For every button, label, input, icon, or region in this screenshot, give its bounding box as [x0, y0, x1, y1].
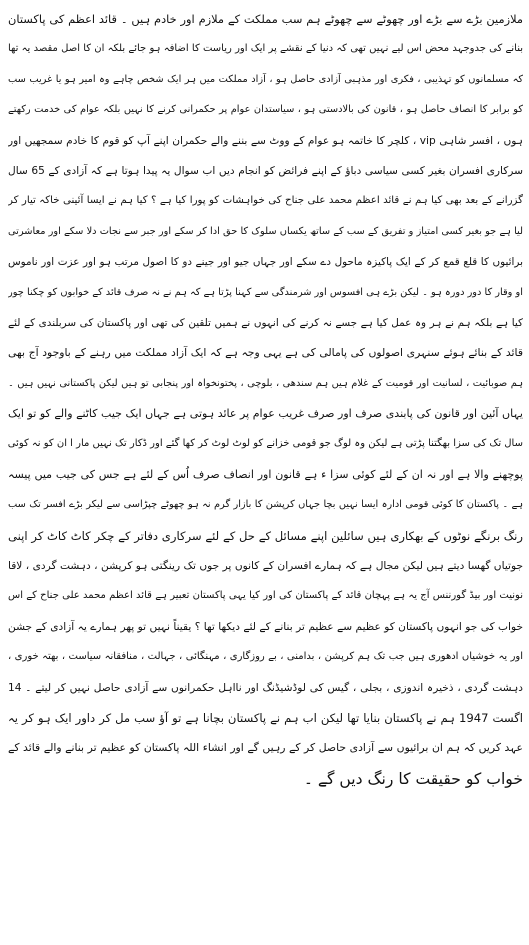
article-line: او وقار کا دور دورہ ہو ۔ لیکن بڑے ہی افسوس اور شرمندگی سے کہنا پڑتا ہے کہ ہم نے نہ صرف قائد کے خوابوں کو چکنا چور — [8, 286, 523, 298]
article-line: پوچھنے والا ہے اور نہ ان کے لئے کوئی سزا ء ہے قانون اور انصاف صرف اُس کے لئے ہے جس کی جیب میں پیسہ — [8, 467, 523, 481]
article-line: ملازمین بڑے سے بڑے اور چھوٹے سے چھوٹے ہم سب مملکت کے ملازم اور خادم ہیں ۔ قائد اعظم کی پاکستان — [8, 12, 523, 26]
article-line: قائد کے بنائے ہوئے سنہری اصولوں کی پامالی کی ہے یہی وجہ ہے کہ ایک آزاد مملکت میں رہنے کے باوجود آج بھی — [8, 346, 523, 360]
article-line: دہشت گردی ، ذخیرہ اندوزی ، بجلی ، گیس کی لوڈشیڈنگ اور نااہل حکمرانوں سے آزادی حاصل نہیں کر لیتے ۔ 14 — [8, 681, 523, 694]
article-line: کہ مسلمانوں کو تہذیبی ، فکری اور مذہبی آزادی حاصل ہو ، آزاد مملکت میں ہر ایک شخص چاہے وہ امیر ہو یا غریب سب — [8, 73, 523, 85]
article-line: اگست 1947 ہم نے پاکستان بنایا تھا لیکن اب ہم نے پاکستان بچانا ہے تو آؤ سب مل کر داور ایک ہو کر یہ — [8, 710, 523, 725]
article-line: خواب کی جو انہوں پاکستان کو عظیم سے عظیم تر بنانے کے لئے دیکھا تھا ؟ یقیناً نہیں تو پھر ہمارے یہ آزادی کے جشن — [8, 620, 523, 633]
article-line: بنانے کی جدوجہد محض اس لیے نہیں تھی کہ دنیا کے نقشے پر ایک اور ریاست کا اضافہ ہو جائے بلکہ ان کا اصل مقصد یہ تھا — [8, 43, 523, 55]
article-line: ہوں ، افسر شاہی vip ، کلچر کا خاتمہ ہو عوام کے ووٹ سے بننے والے حکمران اپنے آپ کو قوم کا خادم سمجھیں اور — [8, 134, 523, 147]
article-line: نونیت اور بیڈ گورننس آج یہ ہے پہچان قائد کے پاکستان کی اور کیا یہی پاکستان تعبیر ہے قائد اعظم محمد علی جناح کے اس — [8, 590, 523, 602]
article-line: یہاں آئین اور قانون کی پابندی صرف اور صرف غریب عوام پر عائد ہوتی ہے جہاں ایک جیب کاٹنے والے کو تو ایک — [8, 407, 523, 421]
article-line: سرکاری افسران بغیر کسی سیاسی دباؤ کے اپنے فرائض کو انجام دیں اب سوال یہ پیدا ہوتا ہے کہ آزادی کے 65 سال — [8, 164, 523, 177]
article-line: اور یہ خوشیاں ادھوری ہیں جب تک ہم کرپشن ، بدامنی ، بے روزگاری ، مہنگائی ، جہالت ، منافقانہ سیاست ، بھتہ خوری ، — [8, 651, 523, 663]
article-line: برائیوں کا قلع قمع کر کے ایک پاکیزہ ماحول دے سکے اور جہاں جیو اور جینے دو کا اصول مرتب ہو اور عزت اور ناموس — [8, 256, 523, 269]
article-line: کو برابر کا انصاف حاصل ہو ، قانون کی بالادستی ہو ، سیاستدان عوام پر حکمرانی کرنے کا نہیں بلکہ عوام کی خدمت رکھتے — [8, 104, 523, 116]
article-line: سال تک کی سزا بھگتنا پڑتی ہے لیکن وہ لوگ جو قومی خزانے کو لوٹ لوٹ کر کھا گئے اور ڈکار تک نہیں مار ا ان کو نہ کوئی — [8, 438, 523, 450]
article-line: رنگ برنگے نوٹوں کے بھکاری ہیں سائلین اپنے مسائل کے حل کے لئے سرکاری دفاتر کے چکر کاٹ کاٹ کر اپنی — [8, 528, 523, 543]
article-line: جوتیاں گھسا دیتے ہیں لیکن مجال ہے کہ ہمارے افسران کے کانوں پر جوں تک رینگتی ہو کرپشن ، دہشت گردی ، لاقا — [8, 560, 523, 573]
article-line: ہم صوبائیت ، لسانیت اور قومیت کے غلام ہیں ہم سندھی ، بلوچی ، پختونخواہ اور پنجابی تو ہیں لیکن پاکستانی نہیں ہیں ۔ — [8, 377, 523, 389]
article-line: ہے ۔ پاکستان کا کوئی قومی ادارہ ایسا نہیں بچا جہاں کرپشن کا بازار گرم نہ ہو چھوٹے چپڑاسی سے لیکر بڑے افسر تک سب — [8, 499, 523, 511]
article-line: لیا ہے جو بغیر کسی امتیاز و تفریق کے سب کے ساتھ یکساں سلوک کا حق ادا کر سکے اور جبر سے نجات دلا سکے اور معاشرتی — [8, 225, 523, 237]
article-line: کیا ہے بلکہ ہم نے ہر وہ عمل کیا ہے جسے نہ کرنے کی انہوں نے ہمیں تلقین کی تھی اور پاکستان کی سربلندی کے لئے — [8, 316, 523, 329]
article-line: گزرانے کے بعد بھی کیا ہم نے قائد اعظم محمد علی جناح کی خواہشات کو پورا کیا ہے ؟ کیا ہم نے ایسا آئینی خاکہ تیار کر — [8, 195, 523, 207]
article-body — [8, 4, 523, 794]
article-line: خواب کو حقیقت کا رنگ دیں گے ۔ — [303, 769, 523, 788]
article-line: عہد کریں کہ ہم ان برائیوں سے آزادی حاصل کر کے رہیں گے اور انشاء اللہ پاکستان کو عظیم تر بنانے والے قائد کے — [8, 741, 523, 755]
